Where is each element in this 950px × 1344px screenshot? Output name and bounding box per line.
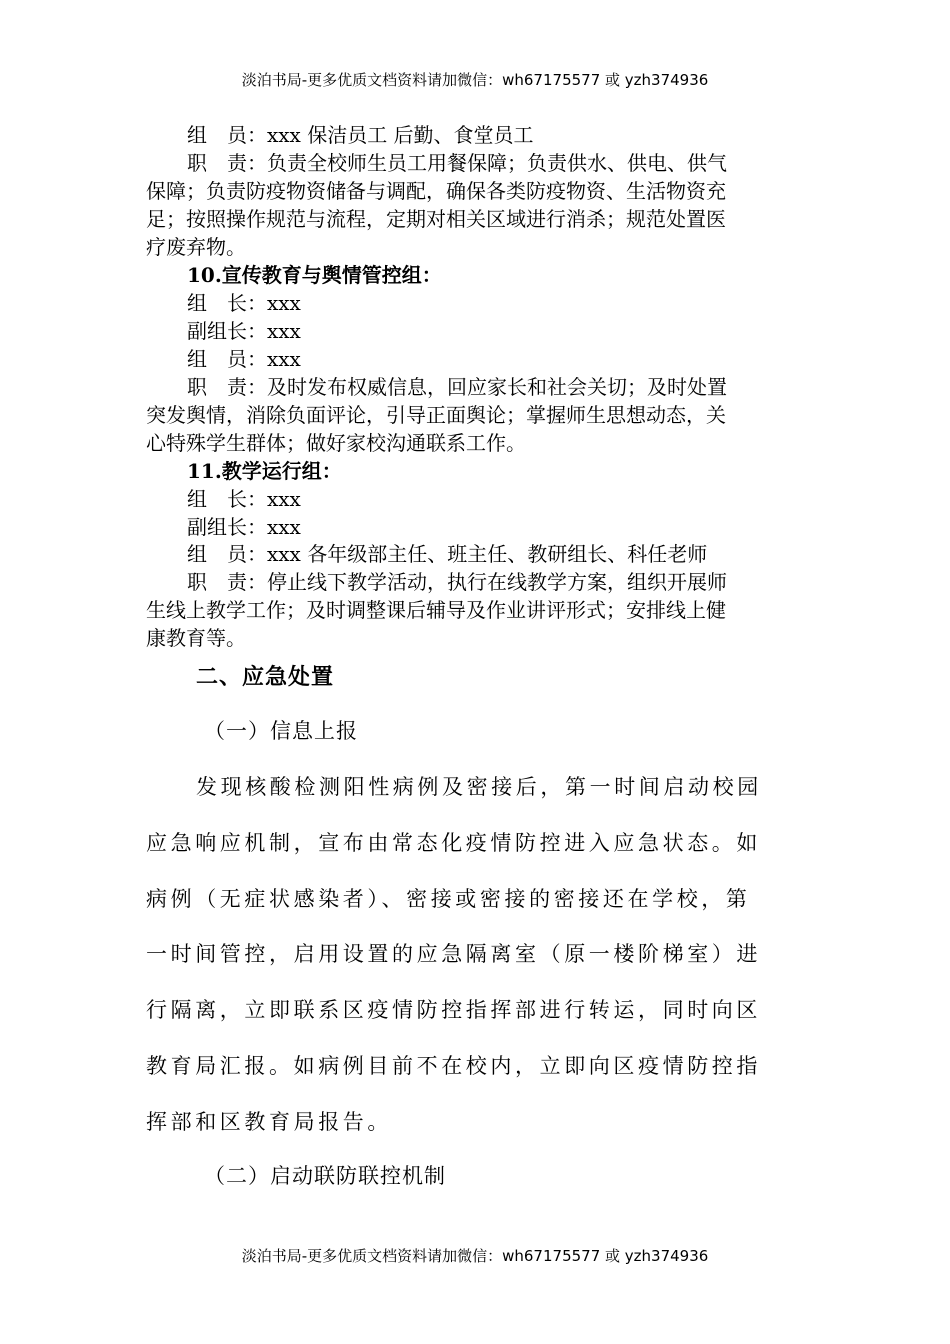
section9-duty-line-3: 足；按照操作规范与流程，定期对相关区域进行消杀；规范处置医	[146, 207, 726, 231]
section9-duty-line-4: 疗废弃物。	[146, 235, 246, 259]
section9-members: 组 员：xxx 保洁员工 后勤、食堂员工	[187, 123, 534, 147]
section11-deputy: 副组长：xxx	[187, 515, 301, 539]
page-footer: 淡泊书局-更多优质文档资料请加微信：wh67175577 或 yzh374936	[241, 1247, 709, 1265]
section11-duty-line-2: 生线上教学工作；及时调整课后辅导及作业讲评形式；安排线上健	[146, 598, 726, 622]
section10-duty-line-3: 心特殊学生群体；做好家校沟通联系工作。	[146, 431, 526, 455]
section11-duty-line-3: 康教育等。	[146, 626, 246, 650]
part2-heading: 二、应急处置	[196, 665, 335, 690]
part2-paragraph-line-4: 一时间管控，启用设置的应急隔离室（原一楼阶梯室）进	[146, 942, 761, 966]
section10-duty-line-1: 职 责：及时发布权威信息，回应家长和社会关切；及时处置	[187, 375, 727, 399]
section10-duty-line-2: 突发舆情，消除负面评论，引导正面舆论；掌握师生思想动态，关	[146, 403, 726, 427]
part2-paragraph-line-5: 行隔离，立即联系区疫情防控指挥部进行转运，同时向区	[146, 998, 761, 1022]
section11-title: 11.教学运行组：	[187, 459, 342, 483]
section10-members: 组 员：xxx	[187, 347, 301, 371]
section9-duty-line-2: 保障；负责防疫物资储备与调配，确保各类防疫物资、生活物资充	[146, 179, 726, 203]
part2-paragraph-line-7: 挥部和区教育局报告。	[146, 1110, 392, 1134]
section11-duty-line-1: 职 责：停止线下教学活动，执行在线教学方案，组织开展师	[187, 570, 727, 594]
part2-paragraph-line-2: 应急响应机制，宣布由常态化疫情防控进入应急状态。如	[146, 831, 761, 855]
section10-leader: 组 长：xxx	[187, 291, 301, 315]
part2-subheading-1: （一）信息上报	[204, 719, 358, 743]
section9-duty-line-1: 职 责：负责全校师生员工用餐保障；负责供水、供电、供气	[187, 151, 727, 175]
section10-title: 10.宣传教育与舆情管控组：	[187, 263, 442, 287]
part2-paragraph-line-1: 发现核酸检测阳性病例及密接后，第一时间启动校园	[196, 775, 762, 799]
section11-members: 组 员：xxx 各年级部主任、班主任、教研组长、科任老师	[187, 542, 708, 566]
section11-leader: 组 长：xxx	[187, 487, 301, 511]
section10-deputy: 副组长：xxx	[187, 319, 301, 343]
page-header: 淡泊书局-更多优质文档资料请加微信：wh67175577 或 yzh374936	[241, 71, 709, 89]
part2-paragraph-line-6: 教育局汇报。如病例目前不在校内，立即向区疫情防控指	[146, 1054, 761, 1078]
part2-subheading-2: （二）启动联防联控机制	[204, 1164, 446, 1188]
part2-paragraph-line-3: 病例（无症状感染者）、密接或密接的密接还在学校，第	[146, 887, 751, 911]
